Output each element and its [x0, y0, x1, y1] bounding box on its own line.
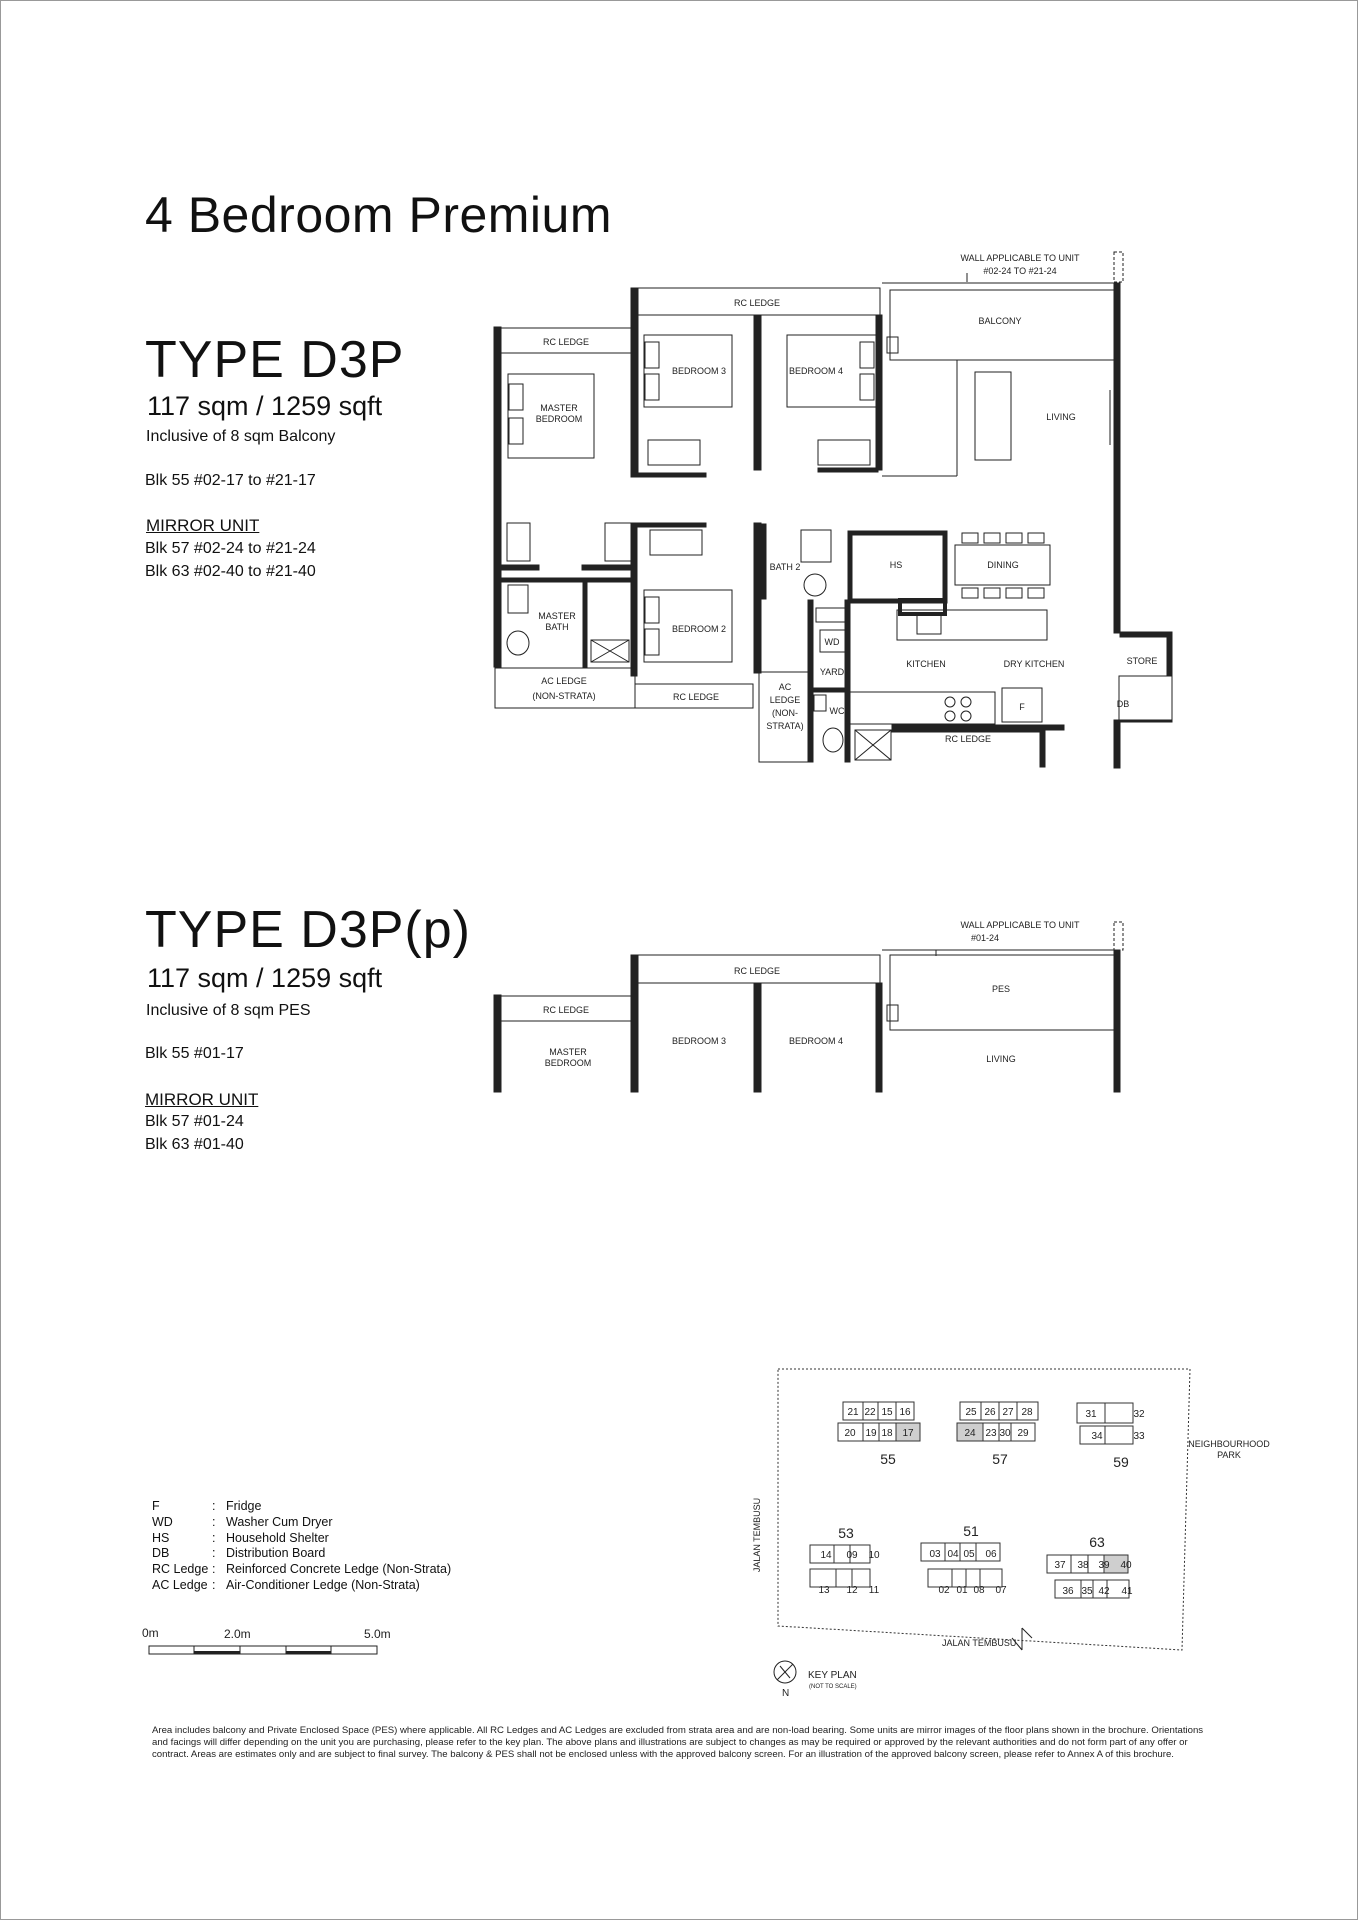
unit-number: 41 — [1121, 1586, 1133, 1597]
room-label: HS — [889, 560, 903, 570]
legend-sep: : — [212, 1499, 216, 1513]
road-label: JALAN TEMBUSU — [752, 1497, 762, 1573]
unit-number: 21 — [847, 1407, 859, 1418]
type-d3p-mirror-unit: Blk 57 #02-24 to #21-24 — [145, 540, 316, 557]
block-59 — [1077, 1403, 1145, 1470]
legend-desc: Washer Cum Dryer — [226, 1515, 333, 1529]
unit-number: 19 — [865, 1428, 877, 1439]
room-label: BATH 2 — [769, 562, 801, 572]
unit-number: 07 — [995, 1585, 1007, 1596]
room-label: LIVING — [986, 1054, 1016, 1064]
type-d3pp-inclusive: Inclusive of 8 sqm PES — [146, 1002, 311, 1019]
unit-number: 42 — [1098, 1586, 1110, 1597]
unit-number: 05 — [963, 1549, 975, 1560]
floor-plan-d3p — [0, 0, 1358, 800]
type-d3p-area: 117 sqm / 1259 sqft — [147, 391, 383, 421]
room-label: STORE — [1126, 656, 1158, 666]
unit-number: 33 — [1133, 1431, 1145, 1442]
type-d3p-mirror-unit: Blk 63 #02-40 to #21-40 — [145, 563, 316, 580]
unit-number: 39 — [1098, 1560, 1110, 1571]
unit-number: 36 — [1062, 1586, 1074, 1597]
room-label: BATH — [545, 622, 569, 632]
wall-note-units: #01-24 — [970, 933, 1000, 943]
type-d3pp-mirror-unit: Blk 63 #01-40 — [145, 1136, 244, 1153]
room-label: DRY KITCHEN — [1003, 659, 1065, 669]
scale-label: 0m — [142, 1626, 159, 1640]
legend-desc: Distribution Board — [226, 1546, 326, 1560]
type-d3pp-title: TYPE D3P(p) — [145, 901, 471, 959]
legend-desc: Fridge — [226, 1499, 262, 1513]
room-label: KITCHEN — [906, 659, 946, 669]
room-label: STRATA) — [766, 721, 804, 731]
legend-key: AC Ledge — [152, 1578, 208, 1592]
unit-number: 30 — [999, 1428, 1011, 1439]
unit-number: 27 — [1002, 1407, 1014, 1418]
room-label: BEDROOM 3 — [671, 366, 727, 376]
legend-sep: : — [212, 1578, 216, 1592]
unit-number: 18 — [881, 1428, 893, 1439]
room-label: BALCONY — [978, 316, 1022, 326]
legend-desc: Reinforced Concrete Ledge (Non-Strata) — [226, 1562, 452, 1576]
room-label: BEDROOM — [544, 1058, 592, 1068]
unit-number: 06 — [985, 1549, 997, 1560]
unit-number: 32 — [1133, 1409, 1145, 1420]
legend-sep: : — [212, 1546, 216, 1560]
unit-number: 10 — [868, 1550, 880, 1561]
legend-key: HS — [152, 1531, 170, 1545]
unit-number: 12 — [846, 1585, 858, 1596]
unit-number: 04 — [947, 1549, 959, 1560]
scale-bar — [140, 1622, 400, 1662]
block-label: 63 — [1089, 1534, 1105, 1550]
room-label: RC LEDGE — [672, 692, 720, 702]
legend-key: WD — [152, 1515, 173, 1529]
type-d3pp-mirror-heading: MIRROR UNIT — [145, 1090, 259, 1109]
room-label: AC — [778, 682, 792, 692]
wall-note: WALL APPLICABLE TO UNIT — [960, 920, 1080, 930]
unit-number: 35 — [1081, 1586, 1093, 1597]
disclaimer: Area includes balcony and Private Enclosed Space (PES) where applicable. All RC Ledges and AC Ledges are excluded from strata area and are non-load bearing. Some units are mirror images of the floor plans shown in the brochure. Orientations and facings will differ depending on the unit you are purchasing, please refer to the key plan. The above plans and illustrations are subject to changes as may be required or approved by the relevant authorities and do not form part of any offer or contract. Areas are estimates only and are subject to final survey. The balcony & PES shall not be enclosed unless with the approved balcony screen. For an illustration of the approved balcony screen, please refer to Annex A of this brochure. — [152, 1725, 1204, 1760]
unit-number: 03 — [929, 1549, 941, 1560]
block-label: 57 — [992, 1451, 1008, 1467]
legend-row — [152, 1531, 329, 1545]
legend-row — [152, 1578, 420, 1592]
room-label: BEDROOM 4 — [788, 366, 844, 376]
legend-row — [152, 1499, 261, 1513]
type-d3p-mirror-heading: MIRROR UNIT — [146, 516, 260, 535]
block-57 — [957, 1402, 1038, 1467]
room-label: WC — [829, 706, 845, 716]
room-label: BEDROOM 2 — [671, 624, 727, 634]
room-label: AC LEDGE — [541, 676, 587, 686]
type-d3pp-units: Blk 55 #01-17 — [145, 1045, 244, 1062]
room-label: MASTER — [538, 611, 576, 621]
unit-number: 16 — [899, 1407, 911, 1418]
room-label: (NON-STRATA) — [532, 691, 596, 701]
unit-number: 38 — [1077, 1560, 1089, 1571]
room-label: RC LEDGE — [733, 966, 781, 976]
key-plan-title: KEY PLAN — [808, 1670, 857, 1681]
legend-key: DB — [152, 1546, 170, 1560]
block-label: 59 — [1113, 1454, 1129, 1470]
type-d3p-units: Blk 55 #02-17 to #21-17 — [145, 472, 316, 489]
room-label: BEDROOM 4 — [788, 1036, 844, 1046]
unit-number: 28 — [1021, 1407, 1033, 1418]
unit-number: 08 — [973, 1585, 985, 1596]
north-compass-icon — [774, 1661, 796, 1683]
room-label: MASTER — [549, 1047, 587, 1057]
unit-number: 34 — [1091, 1431, 1103, 1442]
unit-number: 23 — [985, 1428, 997, 1439]
room-label: RC LEDGE — [542, 1005, 590, 1015]
scale-label: 5.0m — [364, 1627, 391, 1641]
room-label: RC LEDGE — [944, 734, 992, 744]
block-51 — [921, 1523, 1007, 1596]
room-label: LIVING — [1046, 412, 1076, 422]
block-63 — [1047, 1534, 1133, 1598]
room-label: DINING — [987, 560, 1019, 570]
legend-row — [152, 1562, 451, 1576]
room-label: (NON- — [772, 708, 798, 718]
room-label: MASTER — [540, 403, 578, 413]
unit-number: 15 — [881, 1407, 893, 1418]
room-label: BEDROOM — [535, 414, 583, 424]
park-label: NEIGHBOURHOOD — [1188, 1439, 1270, 1449]
unit-number: 31 — [1085, 1409, 1097, 1420]
unit-number: 40 — [1120, 1560, 1132, 1571]
unit-number: 13 — [818, 1585, 830, 1596]
legend-row — [152, 1546, 325, 1560]
room-label: YARD — [819, 667, 845, 677]
legend-key: F — [152, 1499, 160, 1513]
unit-number: 17 — [902, 1428, 914, 1439]
legend-row — [152, 1515, 333, 1529]
type-d3p-title: TYPE D3P — [145, 331, 405, 389]
unit-number: 11 — [868, 1585, 880, 1596]
type-d3p-inclusive: Inclusive of 8 sqm Balcony — [146, 428, 336, 445]
park-label: PARK — [1217, 1450, 1241, 1460]
legend-sep: : — [212, 1515, 216, 1529]
room-label: RC LEDGE — [542, 337, 590, 347]
block-label: 55 — [880, 1451, 896, 1467]
unit-number: 14 — [820, 1550, 832, 1561]
room-label: BEDROOM 3 — [671, 1036, 727, 1046]
room-label: LEDGE — [769, 695, 801, 705]
unit-number: 02 — [938, 1585, 950, 1596]
unit-number: 37 — [1054, 1560, 1066, 1571]
unit-number: 22 — [864, 1407, 876, 1418]
type-d3pp-area: 117 sqm / 1259 sqft — [147, 963, 383, 993]
unit-number: 09 — [846, 1550, 858, 1561]
block-55 — [838, 1402, 920, 1467]
room-label: DB — [1116, 699, 1130, 709]
north-label: N — [782, 1688, 790, 1699]
type-d3pp-mirror-unit: Blk 57 #01-24 — [145, 1113, 244, 1130]
key-plan-subtitle: (NOT TO SCALE) — [809, 1684, 857, 1690]
legend-sep: : — [212, 1562, 216, 1576]
block-label: 51 — [963, 1523, 979, 1539]
wall-note: WALL APPLICABLE TO UNIT — [960, 253, 1080, 263]
unit-number: 24 — [964, 1428, 976, 1439]
room-label: RC LEDGE — [733, 298, 781, 308]
legend-desc: Air-Conditioner Ledge (Non-Strata) — [226, 1578, 420, 1592]
unit-number: 01 — [956, 1585, 968, 1596]
page-title: 4 Bedroom Premium — [145, 187, 612, 243]
room-label: F — [1019, 702, 1025, 712]
road-label: JALAN TEMBUSU — [942, 1638, 1017, 1648]
block-label: 53 — [838, 1525, 854, 1541]
unit-number: 25 — [965, 1407, 977, 1418]
unit-number: 20 — [844, 1428, 856, 1439]
unit-number: 26 — [984, 1407, 996, 1418]
room-label: WD — [824, 637, 840, 647]
block-53 — [810, 1525, 880, 1596]
room-label: PES — [991, 984, 1011, 994]
key-plan — [740, 1360, 1280, 1700]
unit-number: 29 — [1017, 1428, 1029, 1439]
legend-key: RC Ledge — [152, 1562, 209, 1576]
scale-label: 2.0m — [224, 1627, 251, 1641]
legend-sep: : — [212, 1531, 216, 1545]
wall-note-units: #02-24 TO #21-24 — [983, 266, 1057, 276]
legend-desc: Household Shelter — [226, 1531, 329, 1545]
floor-plan-d3pp — [0, 900, 1358, 1100]
